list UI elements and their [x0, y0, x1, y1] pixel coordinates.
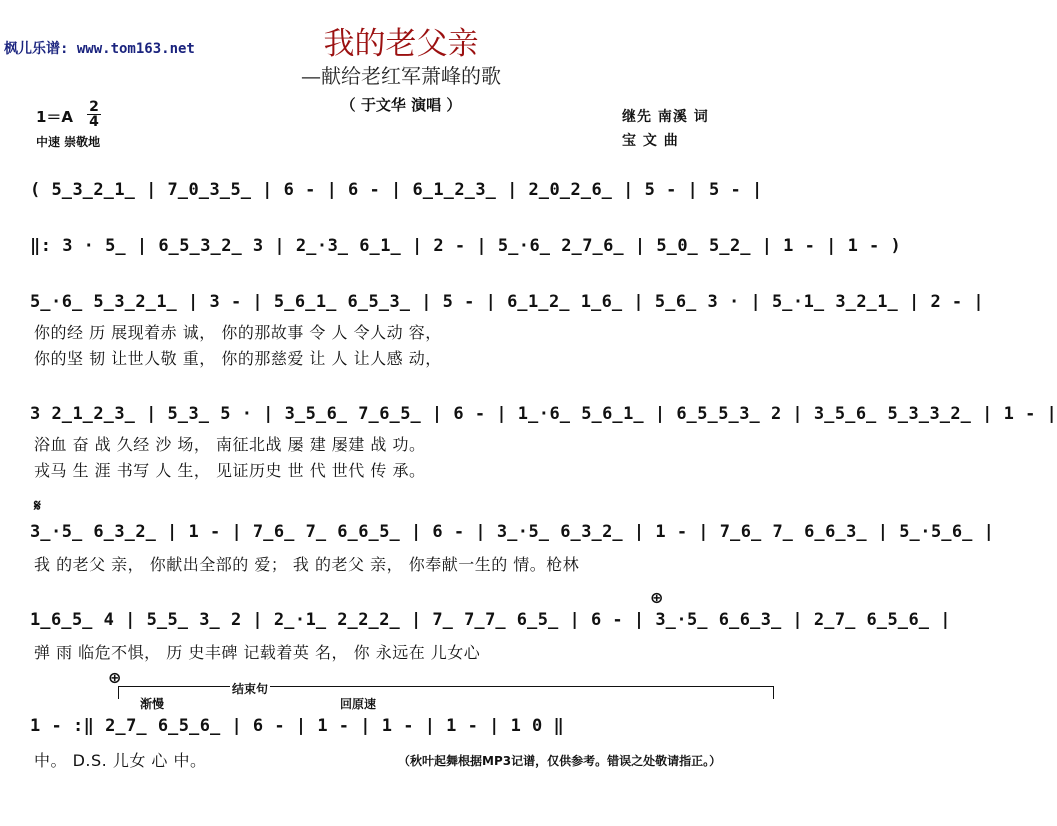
score-line-1: ( 5̲3̲2̲1̲ | 7̲0̲3̲5̲ | 6 - | 6 - | 6̲1̲2̲3̲ | 2̲0̲2̲6̲ | 5 - | 5 - | — [30, 180, 763, 200]
segno-sign: 𝄋 — [34, 496, 41, 515]
time-sig-top: 2 — [89, 99, 99, 115]
song-subtitle: —献给老红军萧峰的歌 — [301, 64, 501, 88]
site-watermark: 枫儿乐谱: www.tom163.net — [4, 41, 195, 57]
score-line-3: 5̲·6̲ 5̲3̲2̲1̲ | 3 - | 5̲6̲1̲ 6̲5̲3̲ | 5 - | 6̲1̲2̲ 1̲6̲ | 5̲6̲ 3 · | 5̲·1̲ 3̲2̲1̲ | 2 - | — [30, 292, 985, 312]
coda-sign-ending: ⊕ — [108, 668, 122, 687]
score-line-6: 1̲6̲5̲ 4 | 5̲5̲ 3̲ 2 | 2̲·1̲ 2̲2̲2̲ | 7̲ 7̲7̲ 6̲5̲ | 6 - | 3̲·5̲ 6̲6̲3̲ | 2̲7̲ 6̲5̲6̲ | — [30, 610, 951, 630]
time-sig-bottom: 4 — [89, 114, 99, 130]
tempo-marking: 中速 崇敬地 — [36, 135, 101, 149]
lyric-line-5: 我 的老父 亲， 你献出全部的 爱； 我 的老父 亲， 你奉献一生的 情。枪林 — [34, 555, 580, 574]
rit-label: 渐慢 — [140, 697, 165, 711]
coda-sign: ⊕ — [650, 588, 664, 607]
lyric-line-4a: 浴血 奋 战 久经 沙 场， 南征北战 屡 建 屡建 战 功。 — [34, 435, 426, 454]
lyric-line-3b: 你的坚 韧 让世人敬 重， 你的那慈爱 让 人 让人感 动， — [34, 349, 442, 368]
key-signature: 1＝A — [36, 108, 74, 126]
lyric-line-4b: 戎马 生 涯 书写 人 生， 见证历史 世 代 世代 传 承。 — [34, 461, 426, 480]
ending-label: 结束句 — [232, 682, 269, 696]
transcription-note: （秋叶起舞根据MP3记谱，仅供参考。错误之处敬请指正。） — [398, 754, 722, 768]
ending-bracket — [118, 686, 774, 699]
score-line-2: ‖: 3 · 5̲ | 6̲5̲3̲2̲ 3 | 2̲·3̲ 6̲1̲ | 2 - | 5̲·6̲ 2̲7̲6̲ | 5̲0̲ 5̲2̲ | 1 - | 1 - ) — [30, 236, 902, 256]
composer-credit: 宝 文 曲 — [622, 133, 679, 149]
lyric-line-6: 弹 雨 临危不惧， 历 史丰碑 记载着英 名， 你 永远在 儿女心 — [34, 643, 481, 662]
score-line-4: 3 2̲1̲2̲3̲ | 5̲3̲ 5 · | 3̲5̲6̲ 7̲6̲5̲ | 6 - | 1̲·6̲ 5̲6̲1̲ | 6̲5̲5̲3̲ 2 | 3̲5̲6̲ 5̲3̲3̲2̲ | 1 - | — [30, 404, 1057, 424]
song-title: 我的老父亲 — [323, 26, 479, 62]
lyric-line-3a: 你的经 历 展现着赤 诚， 你的那故事 令 人 令人动 容， — [34, 323, 442, 342]
score-line-5: 3̲·5̲ 6̲3̲2̲ | 1 - | 7̲6̲ 7̲ 6̲6̲5̲ | 6 - | 3̲·5̲ 6̲3̲2̲ | 1 - | 7̲6̲ 7̲ 6̲6̲3̲ | 5̲·5̲6̲ | — [30, 522, 995, 542]
singer-credit: （ 于文华 演唱 ） — [340, 96, 462, 114]
score-line-7: 1 - :‖ 2̲7̲ 6̲5̲6̲ | 6 - | 1 - | 1 - | 1 - | 1 0 ‖ — [30, 716, 565, 736]
a-tempo-label: 回原速 — [340, 697, 377, 711]
lyric-line-7: 中。 D.S. 儿女 心 中。 — [34, 751, 207, 770]
lyricist-credit: 继先 南溪 词 — [622, 109, 709, 125]
time-signature — [87, 100, 101, 129]
